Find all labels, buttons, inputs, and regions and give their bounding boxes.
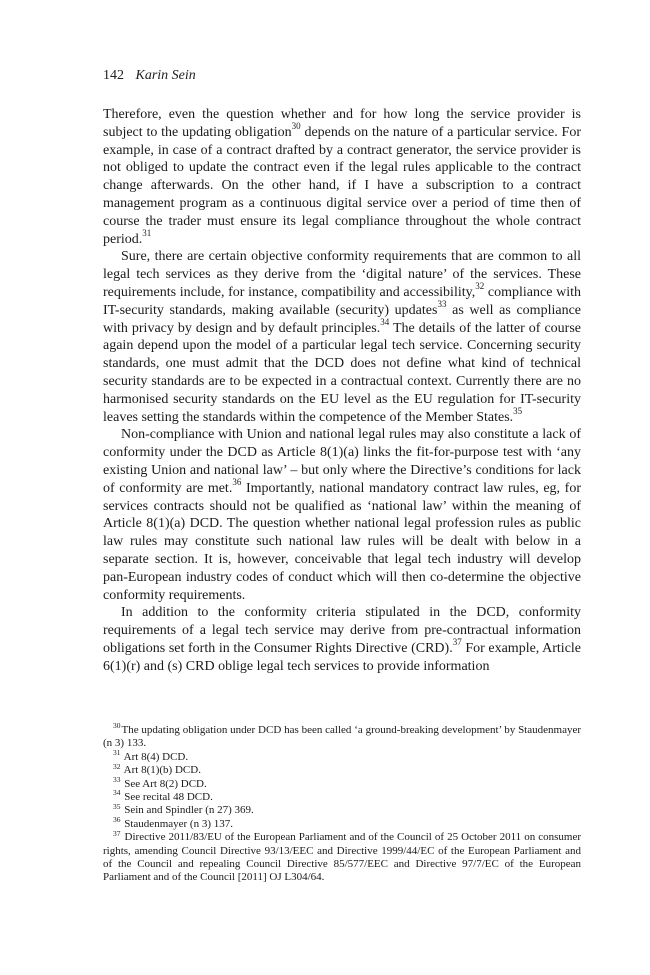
footnote-number: 31 [113,748,121,758]
footnote-ref[interactable]: 31 [142,227,152,238]
footnote [103,761,581,777]
footnote [103,815,581,831]
footnote [103,801,581,817]
footnote-text: Art 8(4) DCD. [123,750,189,763]
footnote-text: The updating obligation under DCD has been called ‘a ground-breaking development’ by Staudenmayer (n 3) 133. [103,724,581,750]
text-run: compliance with IT-security standards, making available (security) updates [103,284,581,318]
footnote-text: See recital 48 DCD. [124,791,213,804]
paragraph [103,106,581,248]
footnote-number: 34 [113,788,121,798]
paragraph [103,426,581,604]
main-text [103,106,581,676]
running-head-author: Karin Sein [135,68,196,83]
text-run: Non-compliance with Union and national legal rules may also constitute a lack of conformity under the DCD as Article 8(1)(a) links the fit-for-purpose test with ‘any existing Union and national law’ – but only where the Directive’s conditions for lack of conformity are met. [103,427,581,496]
text-run: For example, Article 6(1)(r) and (s) CRD oblige legal tech services to provide information [103,640,582,674]
footnote-number: 36 [113,815,121,825]
page-number: 142 [103,68,124,83]
footnote-ref[interactable]: 37 [452,637,462,648]
footnote-ref[interactable]: 36 [232,477,242,488]
footnote-text: Staudenmayer (n 3) 137. [124,817,233,830]
footnote-text: Art 8(1)(b) DCD. [123,764,201,777]
text-run: The details of the latter of course again depend upon the model of a particular legal tech service. Concerning security standards, one must admit that the DCD does not define what kind of technical security standards are to be expected in a contractual context. Currently there are no harmonised security standards on the EU level as the EU regulation for IT-security leaves setting the standards within the competence of the Member States. [103,320,581,425]
text-run: as well as compliance with privacy by design and by default principles. [103,302,581,336]
footnote-number: 37 [113,828,121,838]
paragraph [103,604,581,675]
footnote-ref[interactable]: 32 [475,281,485,292]
footnote [103,748,581,764]
paragraph [103,248,581,426]
text-run: Therefore, even the question whether and for how long the service provider is subject to the updating obligation [103,107,581,140]
footnote [103,828,582,885]
text-run: depends on the nature of a particular service. For example, in case of a contract drafted by a contract generator, the service provider is not obliged to update the contract even if the legal rules applicable to the contract change afterwards. On the other hand, if I have a subscription to a contract management program as a continuous digital service over a period of time then of course the trader must ensure its legal compliance throughout the whole contract period. [103,124,581,247]
footnote-number: 35 [113,801,121,811]
footnote [103,774,581,791]
text-run: Importantly, national mandatory contract law rules, eg, for services contracts should not be qualified as ‘national law’ within the meaning of Article 8(1)(a) DCD. The question whether national legal profession rules as public law rules may constitute such national law rules will be dealt with below in a separate section. It is, however, conceivable that legal tech industry will develop pan-European industry codes of conduct which will then co-determine the objective conformity requirements. [103,480,582,603]
footnote-number: 32 [113,761,121,771]
footnote-text: Sein and Spindler (n 27) 369. [124,804,254,817]
footnote-ref[interactable]: 30 [291,121,301,132]
footnote-ref[interactable]: 33 [437,299,447,310]
footnote-ref[interactable]: 34 [380,316,390,327]
footnote-number: 33 [113,774,121,784]
footnote [103,721,581,751]
footnote-number: 30 [113,721,121,731]
running-header [103,68,196,84]
footnote-text: Directive 2011/83/EU of the European Parliament and of the Council of 25 October 2011 on consumer rights, amending Council Directive 93/13/EEC and Directive 1999/44/EC of the European Parliament and of the Council and repealing Council Directive 85/577/EEC and Directive 97/7/EC of the European Parliament and of the Council [2011] OJ L304/64. [103,831,582,884]
footnote [103,788,581,804]
footnote-text: See Art 8(2) DCD. [124,777,207,790]
text-run: In addition to the conformity criteria stipulated in the DCD, conformity requirements of a legal tech service may derive from pre-contractual information obligations set forth in the Consumer Rights Directive (CRD). [103,605,581,656]
text-run: Sure, there are certain objective conformity requirements that are common to all legal tech services as they derive from the ‘digital nature’ of the services. These requirements include, for instance, compatibility and accessibility, [103,249,581,300]
footnote-ref[interactable]: 35 [513,405,523,416]
footnotes [103,721,582,885]
